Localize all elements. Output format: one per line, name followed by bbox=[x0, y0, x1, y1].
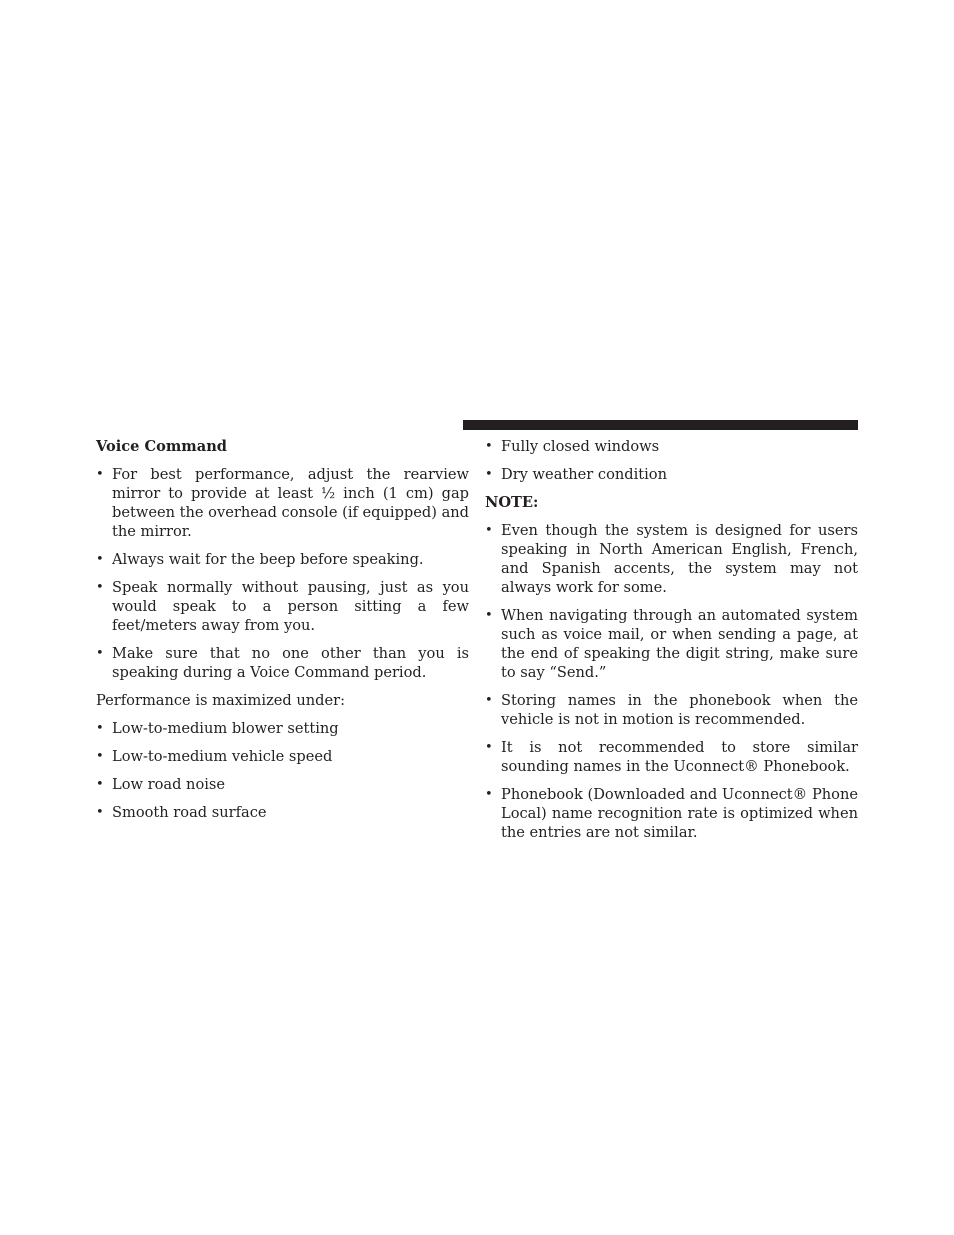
bullet-icon: • bbox=[485, 740, 493, 755]
bullet-icon: • bbox=[96, 805, 104, 820]
right-column bbox=[485, 437, 858, 851]
performance-conditions-continued-list bbox=[485, 437, 858, 484]
list-item: • Phonebook (Downloaded and Uconnect® Phone Local) name recognition rate is optimized when the entries are not similar. bbox=[485, 786, 858, 841]
list-item: • For best performance, adjust the rearview mirror to provide at least ½ inch (1 cm) gap between the overhead console (if equipped) and the mirror. bbox=[96, 466, 470, 540]
list-item: • When navigating through an automated system such as voice mail, or when sending a page, at the end of speaking the digit string, make sure to say “Send.” bbox=[485, 607, 858, 681]
list-item: • Always wait for the beep before speaking. bbox=[96, 551, 424, 568]
bullet-icon: • bbox=[96, 580, 104, 595]
bullet-icon: • bbox=[485, 787, 493, 802]
section-header-rule bbox=[463, 420, 858, 430]
note-list bbox=[485, 521, 858, 842]
list-item: • Fully closed windows bbox=[485, 438, 660, 455]
bullet-icon: • bbox=[96, 552, 104, 567]
bullet-icon: • bbox=[485, 608, 493, 623]
list-item: • Dry weather condition bbox=[485, 466, 667, 483]
section-heading: Voice Command bbox=[96, 438, 228, 455]
list-item: • Smooth road surface bbox=[96, 804, 267, 821]
list-item: • Even though the system is designed for users speaking in North American English, French, and Spanish accents, the system may not always work for some. bbox=[485, 522, 858, 596]
note-label: NOTE: bbox=[485, 494, 539, 511]
performance-conditions-list bbox=[96, 719, 469, 822]
bullet-icon: • bbox=[96, 646, 104, 661]
list-item: • It is not recommended to store similar sounding names in the Uconnect® Phonebook. bbox=[485, 739, 858, 775]
list-item: • Low road noise bbox=[96, 776, 226, 793]
performance-intro: Performance is maximized under: bbox=[96, 692, 346, 709]
bullet-icon: • bbox=[96, 721, 104, 736]
bullet-icon: • bbox=[485, 693, 493, 708]
list-item: • Make sure that no one other than you is speaking during a Voice Command period. bbox=[96, 645, 469, 681]
tips-list bbox=[96, 465, 469, 682]
bullet-icon: • bbox=[96, 467, 104, 482]
left-column bbox=[96, 437, 469, 831]
bullet-icon: • bbox=[485, 439, 493, 454]
bullet-icon: • bbox=[96, 749, 104, 764]
bullet-icon: • bbox=[485, 523, 493, 538]
list-item: • Low-to-medium vehicle speed bbox=[96, 748, 333, 765]
list-item: • Low-to-medium blower setting bbox=[96, 720, 339, 737]
list-item: • Speak normally without pausing, just as you would speak to a person sitting a few feet/meters away from you. bbox=[96, 579, 469, 634]
bullet-icon: • bbox=[96, 777, 104, 792]
list-item: • Storing names in the phonebook when the vehicle is not in motion is recommended. bbox=[485, 692, 858, 728]
bullet-icon: • bbox=[485, 467, 493, 482]
